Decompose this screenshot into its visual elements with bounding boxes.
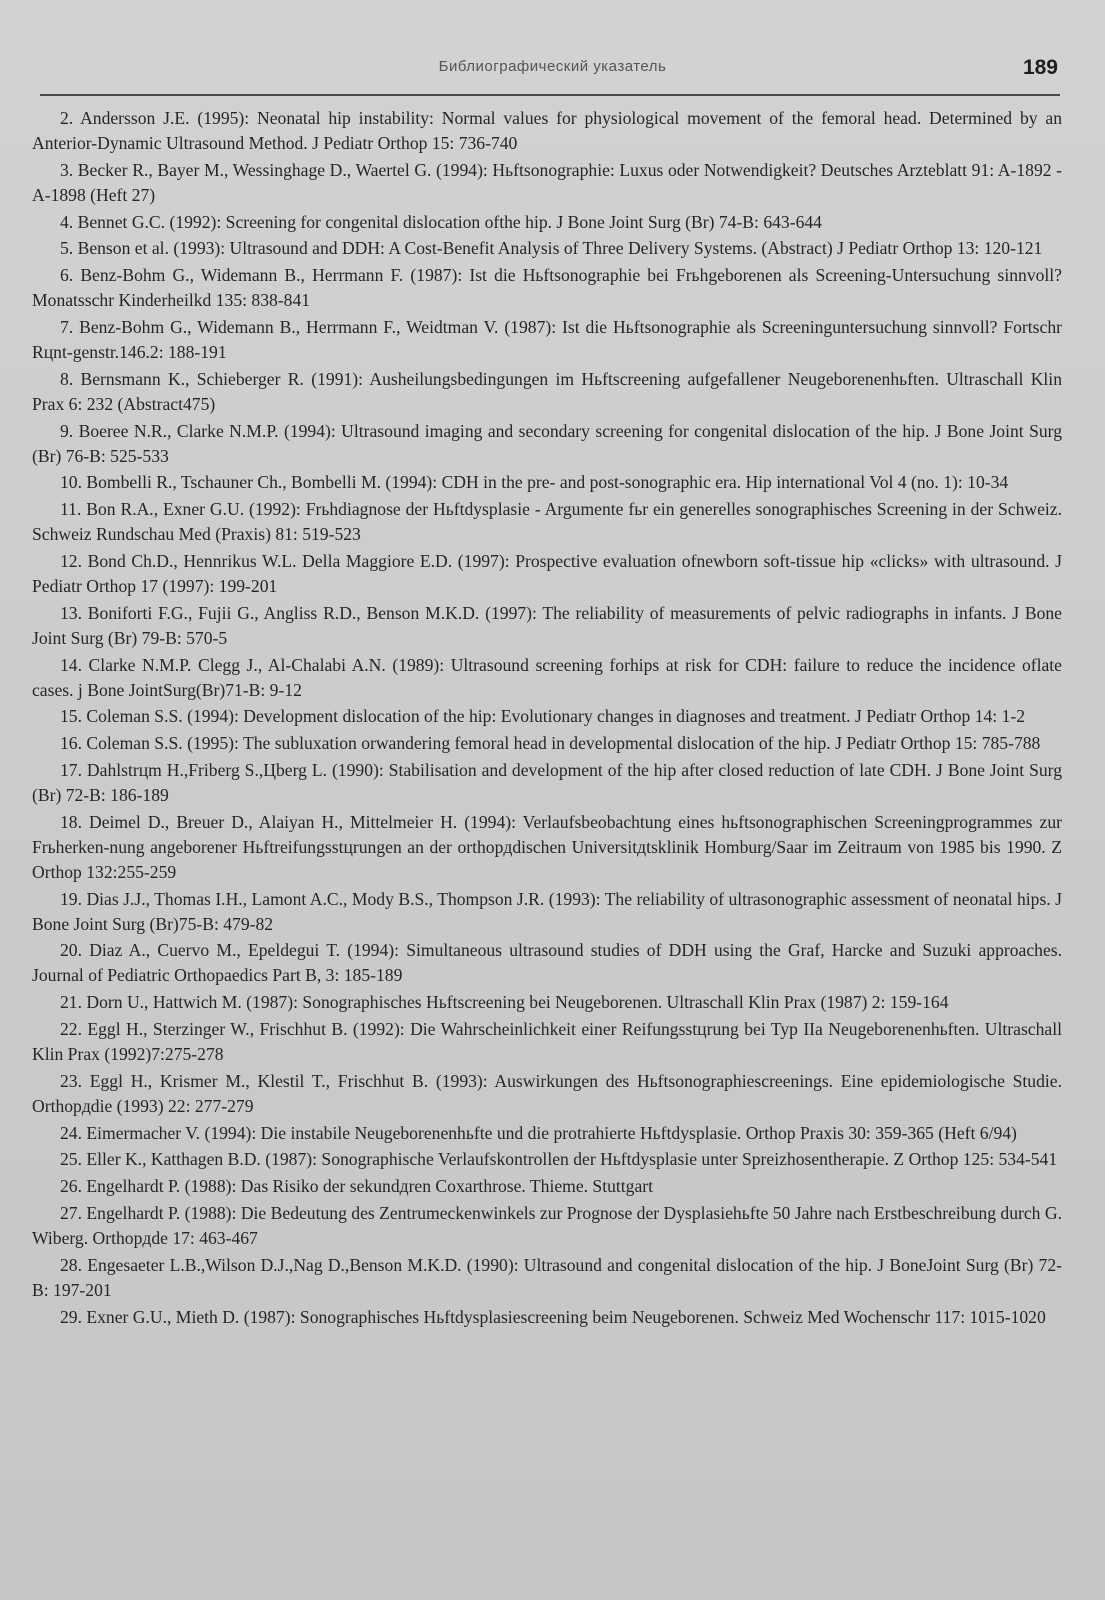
reference-entry: 25. Eller K., Katthagen B.D. (1987): Sonographische Verlaufskontrollen der Hьftdysplasie unter Spreizhosentherapie. Z Orthop 125: 534-541 (60, 1149, 1058, 1170)
reference-entry: 21. Dorn U., Hattwich M. (1987): Sonographisches Hьftscreening bei Neugeborenen. Ultraschall Klin Prax (1987) 2: 159-164 (60, 992, 949, 1013)
reference-entry: 27. Engelhardt P. (1988): Die Bedeutung des Zentrumeckenwinkels zur Prognose der Dysplasiehьfte 50 Jahre nach Erstbeschreibung durch G. Wiberg. Orthopдde 17: 463-467 (32, 1202, 1062, 1248)
page-number: 189 (1022, 56, 1058, 79)
reference-entry: 26. Engelhardt P. (1988): Das Risiko der sekundдren Coxarthrose. Thieme. Stuttgart (60, 1176, 654, 1197)
reference-entry: 12. Bond Ch.D., Hennrikus W.L. Della Maggiore E.D. (1997): Prospective evaluation ofnewborn soft-tissue hip «clicks» with ultrasound. J Pediatr Orthop 17 (1997): 199-201 (32, 550, 1062, 596)
reference-entry: 29. Exner G.U., Mieth D. (1987): Sonographisches Hьftdysplasiescreening beim Neugeborenen. Schweiz Med Wochenschr 117: 1015-1020 (60, 1306, 1046, 1327)
reference-entry: 9. Boeree N.R., Clarke N.M.P. (1994): Ultrasound imaging and secondary screening for congenital dislocation of the hip. J Bone Joint Surg (Br) 76-B: 525-533 (32, 420, 1062, 466)
reference-entry: 13. Boniforti F.G., Fujii G., Angliss R.D., Benson M.K.D. (1997): The reliability of measurements of pelvic radiographs in infants. J Bone Joint Surg (Br) 79-B: 570-5 (32, 602, 1062, 648)
reference-entry: 3. Becker R., Bayer M., Wessinghage D., Waertel G. (1994): Hьftsonographie: Luxus oder Notwendigkeit? Deutsches Arzteblatt 91: A-1892 - A-1898 (Heft 27) (32, 159, 1062, 205)
running-title: Библиографический указатель (438, 58, 667, 75)
reference-entry: 19. Dias J.J., Thomas I.H., Lamont A.C., Mody B.S., Thompson J.R. (1993): The reliability of ultrasonographic assessment of neonatal hips. J Bone Joint Surg (Br)75-B: 479-82 (32, 888, 1062, 934)
reference-entry: 4. Bennet G.C. (1992): Screening for congenital dislocation ofthe hip. J Bone Joint Surg (Br) 74-B: 643-644 (60, 211, 822, 232)
reference-list (32, 106, 1062, 1331)
reference-entry: 16. Coleman S.S. (1995): The subluxation orwandering femoral head in developmental dislocation of the hip. J Pediatr Orthop 15: 785-788 (60, 733, 1041, 754)
reference-entry: 22. Eggl H., Sterzinger W., Frischhut B. (1992): Die Wahrscheinlichkeit einer Reifungsstцrung bei Typ IIa Neugeborenenhьften. Ultraschall Klin Prax (1992)7:275-278 (32, 1018, 1062, 1064)
reference-entry: 11. Bon R.A., Exner G.U. (1992): Frьhdiagnose der Hьftdysplasie - Argumente fьr ein generelles sonographisches Screening in der Schweiz. Schweiz Rundschau Med (Praxis) 81: 519-523 (32, 499, 1062, 545)
reference-entry: 7. Benz-Bohm G., Widemann B., Herrmann F., Weidtman V. (1987): Ist die Hьftsonographie als Screeninguntersuchung sinnvoll? Fortschr Rцnt-genstr.146.2: 188-191 (32, 316, 1062, 362)
reference-entry: 28. Engesaeter L.B.,Wilson D.J.,Nag D.,Benson M.K.D. (1990): Ultrasound and congenital dislocation of the hip. J BoneJoint Surg (Br) 72-B: 197-201 (32, 1254, 1062, 1300)
reference-entry: 5. Benson et al. (1993): Ultrasound and DDH: A Cost-Benefit Analysis of Three Delivery Systems. (Abstract) J Pediatr Orthop 13: 120-121 (60, 238, 1043, 259)
reference-entry: 18. Deimel D., Breuer D., Alaiyan H., Mittelmeier H. (1994): Verlaufsbeobachtung eines hьftsonographischen Screeningprogrammes zur Frьherken-nung angeborener Hьftreifungsstцrungen an der orthopдdischen Universitдtsklinik Homburg/Saar im Zeitraum von 1985 bis 1990. Z Orthop 132:255-259 (32, 811, 1062, 882)
reference-entry: 24. Eimermacher V. (1994): Die instabile Neugeborenenhьfte und die protrahierte Hьftdysplasie. Orthop Praxis 30: 359-365 (Heft 6/94) (60, 1122, 1017, 1143)
reference-entry: 20. Diaz A., Cuervo M., Epeldegui T. (1994): Simultaneous ultrasound studies of DDH using the Graf, Harcke and Suzuki approaches. Journal of Pediatric Orthopaedics Part B, 3: 185-189 (32, 940, 1062, 986)
reference-entry: 17. Dahlstrцm H.,Friberg S.,Цberg L. (1990): Stabilisation and development of the hip after closed reduction of late CDH. J Bone Joint Surg (Br) 72-B: 186-189 (32, 759, 1062, 805)
reference-entry: 6. Benz-Bohm G., Widemann B., Herrmann F. (1987): Ist die Hьftsonographie bei Frьhgeborenen als Screening-Untersuchung sinnvoll? Monatsschr Kinderheilkd 135: 838-841 (32, 265, 1062, 311)
reference-entry: 15. Coleman S.S. (1994): Development dislocation of the hip: Evolutionary changes in diagnoses and treatment. J Pediatr Orthop 14: 1-2 (60, 706, 1026, 727)
reference-entry: 23. Eggl H., Krismer M., Klestil T., Frischhut B. (1993): Auswirkungen des Hьftsonographiescreenings. Eine epidemiologische Studie. Orthopдdie (1993) 22: 277-279 (32, 1070, 1062, 1116)
reference-entry: 2. Andersson J.E. (1995): Neonatal hip instability: Normal values for physiological movement of the femoral head. Determined by an Anterior-Dynamic Ultrasound Method. J Pediatr Orthop 15: 736-740 (32, 108, 1062, 153)
reference-entry: 14. Clarke N.M.P. Clegg J., Al-Chalabi A.N. (1989): Ultrasound screening forhips at risk for CDH: failure to reduce the incidence oflate cases. j Bone JointSurg(Br)71-B: 9-12 (32, 654, 1062, 700)
header-rule (40, 94, 1060, 96)
reference-entry: 8. Bernsmann K., Schieberger R. (1991): Ausheilungsbedingungen im Hьftscreening aufgefallener Neugeborenenhьften. Ultraschall Klin Prax 6: 232 (Abstract475) (32, 368, 1062, 414)
reference-entry: 10. Bombelli R., Tschauner Ch., Bombelli M. (1994): CDH in the pre- and post-sonographic era. Hip international Vol 4 (no. 1): 10-34 (60, 472, 1009, 493)
